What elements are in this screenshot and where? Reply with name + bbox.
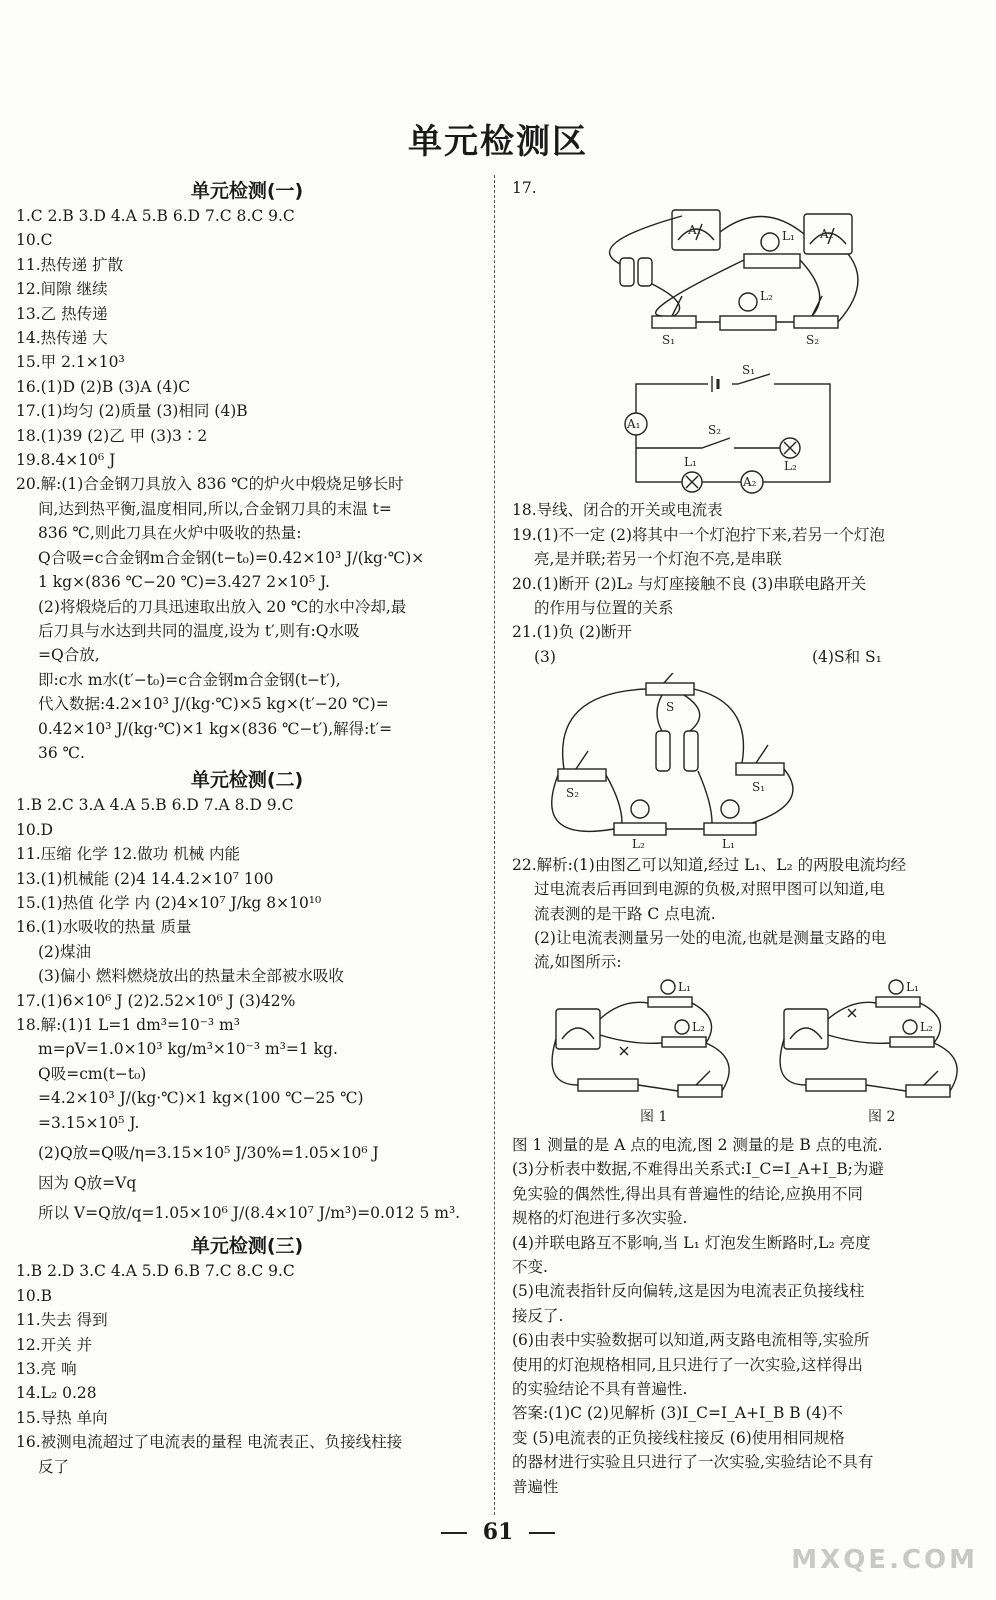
fig-label: L₁	[782, 229, 795, 244]
battery-cell	[638, 258, 652, 286]
left-column	[16, 176, 478, 1479]
solution-line: 36 ℃.	[38, 743, 85, 762]
fig-label: A₂	[820, 227, 834, 242]
page-number-dash-right	[529, 1532, 555, 1534]
page-title: 单元检测区	[408, 122, 588, 162]
fig-label: S₂	[806, 333, 820, 348]
fig-label: L₂	[692, 1019, 705, 1034]
fig-label: L₂	[632, 836, 645, 849]
fig-label: L₂	[920, 1019, 933, 1034]
switch-s2-base	[794, 316, 838, 328]
answer-line: 15.甲 2.1×10³	[16, 353, 125, 372]
solution-line: (6)由表中实验数据可以知道,两支路电流相等,实验所	[512, 1331, 870, 1350]
fig-label: L₁	[684, 455, 697, 470]
solution-line: (2)Q放=Q吸/η=3.15×10⁵ J/30%=1.05×10⁶ J	[38, 1144, 379, 1163]
answer-line: 19.8.4×10⁶ J	[16, 451, 116, 470]
answer-line: (3)偏小 燃料燃烧放出的热量未全部被水吸收	[38, 967, 344, 986]
ammeter	[556, 1009, 600, 1049]
answer-line: 15.(1)热值 化学 内 (2)4×10⁷ J/kg 8×10¹⁰	[16, 893, 322, 912]
answer-line: 13.亮 响	[16, 1360, 77, 1379]
solution-line: =Q合放,	[38, 646, 100, 665]
answer-line: 1.B 2.D 3.C 4.A 5.D 6.B 7.C 8.C 9.C	[16, 1262, 295, 1281]
answer-line: 反了	[38, 1457, 70, 1476]
answer-line: (2)煤油	[38, 942, 91, 961]
solution-line: 规格的灯泡进行多次实验.	[512, 1209, 688, 1228]
switch-s2-base	[558, 769, 606, 781]
fig-label: S₁	[742, 363, 756, 378]
answer-line: 1.B 2.C 3.A 4.A 5.B 6.D 7.A 8.D 9.C	[16, 796, 294, 815]
solution-line: 18.解:(1)1 L=1 dm³=10⁻³ m³	[16, 1016, 240, 1034]
answer-line: 1.C 2.B 3.D 4.A 5.B 6.D 7.C 8.C 9.C	[16, 207, 295, 225]
solution-line: 22.解析:(1)由图乙可以知道,经过 L₁、L₂ 的两股电流均经	[512, 855, 907, 874]
circuit-figure-21	[512, 673, 980, 849]
answer-line: 11.压缩 化学 12.做功 机械 内能	[16, 845, 241, 864]
fig-label: S₁	[752, 779, 766, 794]
unit2-title: 单元检测(二)	[190, 769, 304, 792]
solution-line: 免实验的偶然性,得出具有普遍性的结论,应换用不同	[512, 1184, 863, 1203]
bulb-l1-base	[876, 997, 920, 1007]
fig-label: S	[666, 699, 675, 714]
solution-line: m=ρV=1.0×10³ kg/m³×10⁻³ m³=1 kg.	[38, 1040, 338, 1059]
bulb-l2-base	[890, 1037, 934, 1047]
fig-label: L₂	[784, 459, 797, 474]
ammeter	[784, 1009, 828, 1049]
solution-line: 流表测的是干路 C 点电流.	[534, 904, 716, 923]
answer-line: 14.热传递 大	[16, 329, 108, 348]
switch-s1-base	[736, 763, 784, 775]
q21-part3: (3)	[534, 647, 556, 666]
answer-line: 16.被测电流超过了电流表的量程 电流表正、负接线柱接	[16, 1433, 403, 1452]
solution-line: (2)让电流表测量另一处的电流,也就是测量支路的电	[534, 929, 887, 948]
unit2-answers	[16, 793, 478, 1231]
solution-line: 不变.	[512, 1257, 548, 1276]
battery	[578, 1079, 638, 1091]
answer-line: 19.(1)不一定 (2)将其中一个灯泡拧下来,若另一个灯泡	[512, 525, 885, 544]
unit1-title: 单元检测(一)	[190, 180, 304, 202]
unit3-answers	[16, 1259, 478, 1479]
watermark: MXQE.COM	[791, 1545, 978, 1575]
battery-cell	[656, 731, 670, 771]
bulb-l1	[661, 980, 675, 994]
fig-label: S₂	[708, 423, 722, 438]
answer-line: 18.导线、闭合的开关或电流表	[512, 501, 723, 520]
solution-line: 接反了.	[512, 1306, 564, 1325]
battery	[806, 1079, 866, 1091]
bulb-l1-base	[704, 823, 756, 835]
fig-label: L₁	[678, 979, 691, 994]
fig-label: S₂	[566, 785, 580, 800]
bulb-l2-base	[720, 316, 776, 330]
answer-line: 21.(1)负 (2)断开	[512, 623, 632, 642]
solution-line: 0.42×10³ J/(kg·℃)×1 kg×(836 ℃−t′),解得:t′=	[38, 719, 393, 738]
answer-line: 10.D	[16, 820, 54, 839]
solution-line: 20.解:(1)合金钢刀具放入 836 ℃的炉火中煅烧足够长时	[16, 475, 404, 494]
answer-line: 16.(1)D (2)B (3)A (4)C	[16, 377, 191, 396]
solution-line: (2)将煅烧后的刀具迅速取出放入 20 ℃的水中冷却,最	[38, 597, 407, 616]
circuit-figure-22	[512, 979, 980, 1129]
figure-caption-1: 图 1	[640, 1108, 668, 1125]
solution-line: (3)分析表中数据,不难得出关系式:I_C=I_A+I_B;为避	[512, 1160, 884, 1179]
page-number	[0, 1519, 996, 1545]
solution-line: 流,如图所示:	[534, 953, 622, 972]
right-column	[512, 176, 980, 1499]
solution-line: 代入数据:4.2×10³ J/(kg·℃)×5 kg×(t′−20 ℃)=	[38, 695, 389, 714]
solution-line: (5)电流表指针反向偏转,这是因为电流表正负接线柱	[512, 1282, 865, 1301]
answer-line: 11.失去 得到	[16, 1311, 108, 1330]
answer-line: 13.乙 热传递	[16, 304, 108, 323]
switch-base	[906, 1085, 950, 1097]
q21-part4: (4)S和 S₁	[812, 647, 882, 666]
schematic-circuit	[636, 384, 830, 482]
solution-line: =4.2×10³ J/(kg·℃)×1 kg×(100 ℃−25 ℃)	[38, 1089, 364, 1108]
answer-line: 17.(1)6×10⁶ J (2)2.52×10⁶ J (3)42%	[16, 991, 296, 1010]
answer-line: 18.(1)39 (2)乙 甲 (3)3∶2	[16, 426, 208, 445]
unit3-title: 单元检测(三)	[190, 1235, 304, 1258]
solution-line: 因为 Q放=Vq	[38, 1174, 137, 1193]
solution-line: =3.15×10⁵ J.	[38, 1113, 140, 1132]
answer-line: 10.B	[16, 1286, 53, 1305]
solution-line: Q合吸=c合金钢m合金钢(t−t₀)=0.42×10³ J/(kg·℃)×	[38, 548, 425, 567]
bulb-l2	[675, 1020, 689, 1034]
solution-line: 的实验结论不具有普遍性.	[512, 1379, 688, 1398]
bulb-l2	[739, 293, 757, 311]
bulb-l1-base	[648, 997, 692, 1007]
answer-summary-line: 的器材进行实验且只进行了一次实验,实验结论不具有	[512, 1453, 874, 1472]
solution-line: 过电流表后再回到电源的负极,对照甲图可以知道,电	[534, 880, 885, 899]
solution-line: 间,达到热平衡,温度相同,所以,合金钢刀具的末温 t=	[38, 499, 392, 518]
answer-line: 亮,是并联;若另一个灯泡不亮,是串联	[534, 550, 782, 569]
column-divider	[494, 175, 495, 1515]
unit1-answers	[16, 204, 478, 765]
answer-line: 13.(1)机械能 (2)4 14.4.2×10⁷ 100	[16, 869, 274, 888]
answer-summary-line: 答案:(1)C (2)见解析 (3)I_C=I_A+I_B B (4)不	[512, 1404, 844, 1423]
answer-line: 的作用与位置的关系	[534, 599, 674, 618]
solution-line: (4)并联电路互不影响,当 L₁ 灯泡发生断路时,L₂ 亮度	[512, 1233, 871, 1252]
answer-line: 16.(1)水吸收的热量 质量	[16, 918, 192, 937]
fig-label: L₂	[760, 289, 773, 304]
battery-cell	[620, 258, 634, 286]
bulb-l2	[631, 800, 649, 818]
answer-line: 20.(1)断开 (2)L₂ 与灯座接触不良 (3)串联电路开关	[512, 574, 867, 593]
solution-line: 即:c水 m水(t′−t₀)=c合金钢m合金钢(t−t′),	[38, 670, 341, 689]
solution-line: 1 kg×(836 ℃−20 ℃)=3.427 2×10⁵ J.	[38, 573, 330, 592]
answer-line: 12.开关 并	[16, 1335, 93, 1354]
answer-line: 17.(1)均匀 (2)质量 (3)相同 (4)B	[16, 402, 248, 421]
switch-base	[678, 1085, 722, 1097]
fig-label: A₂	[743, 475, 757, 490]
fig-label: L₁	[906, 979, 919, 994]
switch-s-base	[646, 683, 694, 695]
solution-line: 使用的灯泡规格相同,且只进行了一次实验,这样得出	[512, 1355, 863, 1374]
answer-line: 12.间隙 继续	[16, 280, 108, 299]
answer-summary-line: 普遍性	[512, 1477, 559, 1496]
fig-label: L₁	[722, 836, 735, 849]
answer-line: 15.导热 单向	[16, 1408, 108, 1427]
fig-label: S₁	[662, 333, 676, 348]
q17-number: 17.	[512, 179, 537, 197]
bulb-l1	[721, 800, 739, 818]
solution-line: Q吸=cm(t−t₀)	[38, 1064, 147, 1083]
solution-line: 所以 V=Q放/q=1.05×10⁶ J/(8.4×10⁷ J/m³)=0.012 5 m³.	[38, 1204, 461, 1223]
bulb-l1-base	[744, 254, 800, 268]
circuit-figure-17	[512, 204, 980, 494]
answer-summary-line: 变 (5)电流表的正负接线柱接反 (6)使用相同规格	[512, 1428, 845, 1447]
fig-label: A₁	[688, 223, 702, 238]
q21-subparts	[512, 645, 980, 669]
page-number-text: 61	[482, 1519, 514, 1545]
bulb-l2	[903, 1020, 917, 1034]
fig-label: A₁	[627, 417, 641, 432]
solution-line: 图 1 测量的是 A 点的电流,图 2 测量的是 B 点的电流.	[512, 1135, 883, 1154]
solution-line: 后刀具与水达到共同的温度,设为 t′,则有:Q水吸	[38, 621, 360, 640]
bulb-l1	[761, 233, 779, 251]
answer-line: 14.L₂ 0.28	[16, 1384, 97, 1403]
page-number-dash-left	[441, 1532, 467, 1534]
bulb-l2-base	[662, 1037, 706, 1047]
battery-cell	[684, 731, 698, 771]
answer-line: 11.热传递 扩散	[16, 255, 124, 274]
switch-s1-base	[652, 316, 696, 328]
answer-line: 10.C	[16, 231, 53, 250]
bulb-l2-base	[614, 823, 666, 835]
bulb-l1	[889, 980, 903, 994]
figure-caption-2: 图 2	[868, 1108, 896, 1125]
solution-line: 836 ℃,则此刀具在火炉中吸收的热量:	[38, 524, 302, 543]
